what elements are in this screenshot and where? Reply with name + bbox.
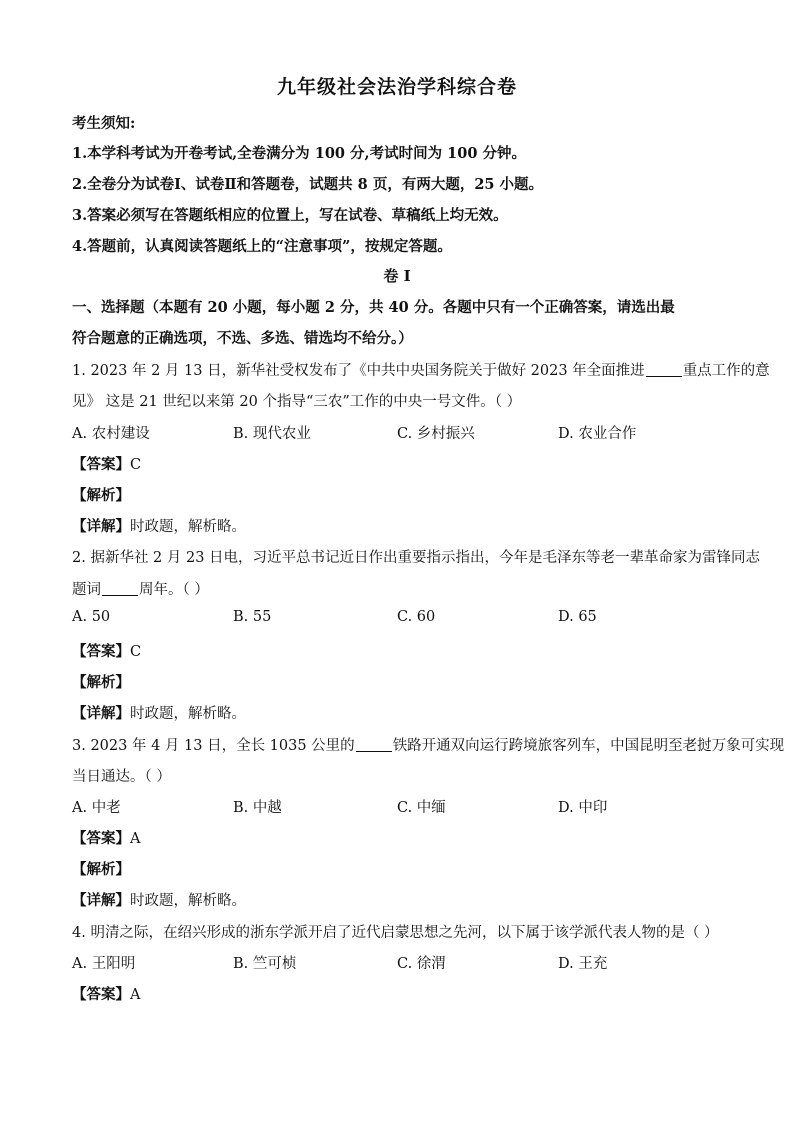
option-b: B. 中越 bbox=[233, 800, 282, 816]
option-a: A. 50 bbox=[72, 609, 111, 625]
option-a: A. 王阳明 bbox=[72, 956, 136, 972]
question-1-stem: 1. 2023 年 2 月 13 日，新华社受权发布了《中共中央国务院关于做好 2023 年全面推进 重点工作的意 bbox=[72, 363, 770, 379]
page-title: 九年级社会法治学科综合卷 bbox=[276, 76, 517, 98]
question-4-stem: 4. 明清之际，在绍兴形成的浙东学派开启了近代启蒙思想之先河，以下属于该学派代表人物的是（ ） bbox=[72, 925, 719, 941]
answer-blank bbox=[102, 582, 138, 596]
option-d: D. 农业合作 bbox=[558, 426, 637, 442]
answer-line: 【答案】A bbox=[72, 986, 141, 1003]
analysis-line: 【解析】 bbox=[72, 674, 130, 691]
detail-line: 【详解】时政题，解析略。 bbox=[72, 705, 246, 722]
option-b: B. 现代农业 bbox=[233, 426, 311, 442]
option-c: C. 徐渭 bbox=[397, 956, 446, 972]
question-3-stem: 3. 2023 年 4 月 13 日，全长 1035 公里的 铁路开通双向运行跨境旅客列车，中国昆明至老挝万象可实现 bbox=[72, 738, 785, 754]
section-description: 符合题意的正确选项，不选、多选、错选均不给分。） bbox=[72, 330, 413, 347]
question-3-stem-cont: 当日通达。（ ） bbox=[72, 769, 171, 785]
option-c: C. 60 bbox=[397, 609, 436, 625]
question-1-stem-cont: 见》 这是 21 世纪以来第 20 个指导“三农”工作的中央一号文件。（ ） bbox=[72, 394, 522, 410]
option-d: D. 65 bbox=[558, 609, 597, 625]
detail-line: 【详解】时政题，解析略。 bbox=[72, 518, 246, 535]
notice-heading: 考生须知: bbox=[72, 115, 136, 132]
analysis-line: 【解析】 bbox=[72, 861, 130, 878]
notice-item: 3.答案必须写在答题纸相应的位置上，写在试卷、草稿纸上均无效。 bbox=[72, 207, 508, 224]
option-d: D. 王充 bbox=[558, 956, 608, 972]
option-d: D. 中印 bbox=[558, 800, 608, 816]
notice-item: 2.全卷分为试卷Ⅰ、试卷Ⅱ和答题卷，试题共 8 页，有两大题，25 小题。 bbox=[72, 176, 544, 193]
question-2-stem-cont: 题词 周年。（ ） bbox=[72, 582, 209, 598]
analysis-line: 【解析】 bbox=[72, 487, 130, 504]
option-b: B. 55 bbox=[233, 609, 272, 625]
section-description: 一、选择题（本题有 20 小题，每小题 2 分，共 40 分。各题中只有一个正确答案，请选出最 bbox=[72, 299, 675, 316]
answer-line: 【答案】C bbox=[72, 456, 142, 473]
answer-blank bbox=[646, 363, 682, 377]
detail-line: 【详解】时政题，解析略。 bbox=[72, 892, 246, 909]
answer-line: 【答案】C bbox=[72, 643, 142, 660]
notice-item: 4.答题前，认真阅读答题纸上的“注意事项”，按规定答题。 bbox=[72, 238, 452, 255]
section-title: 卷 I bbox=[383, 267, 411, 285]
option-a: A. 农村建设 bbox=[72, 426, 150, 442]
option-b: B. 竺可桢 bbox=[233, 956, 297, 972]
option-a: A. 中老 bbox=[72, 800, 121, 816]
option-c: C. 乡村振兴 bbox=[397, 426, 475, 442]
notice-item: 1.本学科考试为开卷考试,全卷满分为 100 分,考试时间为 100 分钟。 bbox=[72, 145, 526, 162]
question-2-stem: 2. 据新华社 2 月 23 日电，习近平总书记近日作出重要指示指出，今年是毛泽东等老一辈革命家为雷锋同志 bbox=[72, 550, 761, 566]
option-c: C. 中缅 bbox=[397, 800, 446, 816]
answer-blank bbox=[356, 738, 392, 752]
answer-line: 【答案】A bbox=[72, 830, 141, 847]
